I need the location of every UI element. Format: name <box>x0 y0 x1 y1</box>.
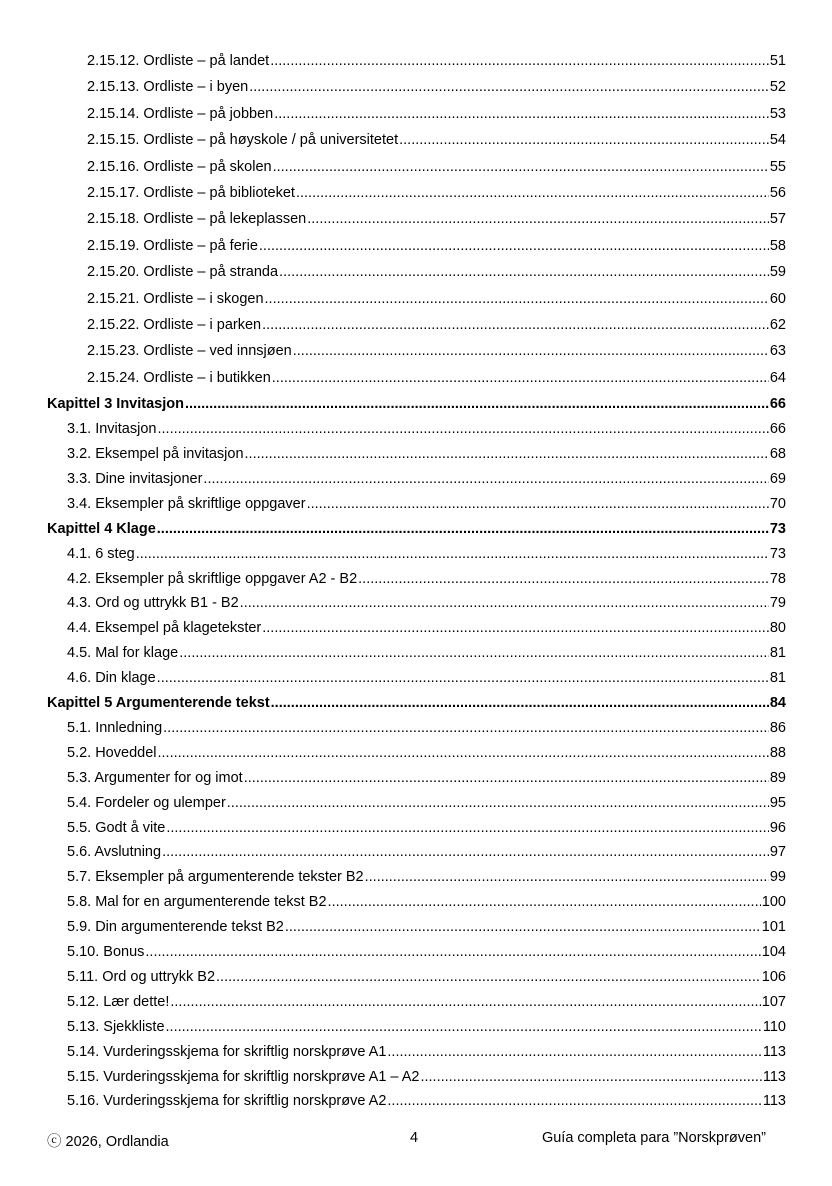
toc-entry-title: 2.15.20. Ordliste – på stranda <box>87 264 279 281</box>
toc-entry-title: 5.9. Din argumenterende tekst B2 <box>67 919 284 936</box>
toc-entry-title: 5.2. Hoveddel <box>67 744 157 761</box>
toc-dot-leader <box>245 445 769 463</box>
toc-entry[interactable] <box>87 363 786 387</box>
toc-dot-leader <box>203 470 768 488</box>
toc-page-number: 70 <box>769 495 786 512</box>
toc-entry[interactable] <box>67 862 786 886</box>
toc-entry[interactable] <box>67 464 786 488</box>
toc-entry[interactable] <box>87 336 786 360</box>
toc-entry-title: 5.10. Bonus <box>67 944 145 960</box>
toc-entry-title: 5.5. Godt å vite <box>67 819 166 836</box>
toc-page-number: 60 <box>769 290 786 307</box>
toc-dot-leader <box>157 744 768 762</box>
toc-entry-title: 3.3. Dine invitasjoner <box>67 470 203 487</box>
toc-entry-title: 3.4. Eksempler på skriftlige oppgaver <box>67 495 306 512</box>
toc-entry-title: 4.4. Eksempel på klagetekster <box>67 620 262 637</box>
toc-entry[interactable] <box>67 887 786 911</box>
toc-entry-title: 4.5. Mal for klage <box>67 645 179 662</box>
toc-page-number: 99 <box>769 869 786 886</box>
toc-page-number: 73 <box>769 520 786 537</box>
toc-entry[interactable] <box>67 613 786 637</box>
toc-page-number: 66 <box>769 396 786 413</box>
toc-page-number: 51 <box>769 53 786 69</box>
toc-entry[interactable] <box>67 713 786 737</box>
footer-copyright: ⓒ 2026, Ordlandia <box>47 1134 169 1150</box>
toc-entry-title: 2.15.12. Ordliste – på landet <box>87 53 270 69</box>
toc-dot-leader <box>157 520 769 538</box>
toc-entry[interactable] <box>67 539 786 563</box>
toc-page-number: 73 <box>769 545 786 562</box>
toc-dot-leader <box>166 819 769 837</box>
toc-entry-title: 2.15.22. Ordliste – i parken <box>87 317 262 333</box>
toc-page-number: 53 <box>769 105 786 122</box>
toc-page-number: 63 <box>769 343 786 360</box>
toc-page-number: 113 <box>762 1093 786 1110</box>
toc-entry[interactable] <box>87 204 786 228</box>
toc-entry-title: 5.8. Mal for en argumenterende tekst B2 <box>67 894 327 911</box>
toc-page-number: 57 <box>769 211 786 228</box>
toc-page-number: 106 <box>761 968 786 985</box>
toc-entry-title: 2.15.23. Ordliste – ved innsjøen <box>87 343 292 360</box>
toc-page-number: 81 <box>769 645 786 662</box>
toc-dot-leader <box>328 893 761 911</box>
toc-page-number: 69 <box>769 470 786 487</box>
toc-entry-title: 2.15.13. Ordliste – i byen <box>87 79 249 96</box>
toc-entry[interactable] <box>67 1086 786 1110</box>
toc-entry[interactable] <box>87 72 786 96</box>
toc-entry-title: Kapittel 4 Klage <box>47 520 156 537</box>
toc-dot-leader <box>296 184 769 202</box>
page-footer <box>0 1130 832 1150</box>
toc-page-number: 107 <box>761 993 786 1010</box>
toc-entry[interactable] <box>67 638 786 662</box>
toc-entry[interactable] <box>67 439 786 463</box>
toc-page-number: 80 <box>769 620 786 637</box>
toc-entry[interactable] <box>67 912 786 936</box>
toc-page-number: 89 <box>769 769 786 786</box>
toc-entry[interactable] <box>67 788 786 812</box>
toc-page-number: 101 <box>761 919 786 936</box>
toc-entry[interactable] <box>87 310 786 334</box>
toc-entry[interactable] <box>87 125 786 149</box>
toc-entry-title: 5.7. Eksempler på argumenterende tekster B2 <box>67 869 364 886</box>
footer-book-title: Guía completa para ”Norskprøven” <box>541 1130 766 1146</box>
toc-page-number: 81 <box>769 670 786 687</box>
toc-page-number: 88 <box>769 744 786 761</box>
toc-dot-leader <box>244 769 769 787</box>
toc-entry[interactable] <box>67 837 786 861</box>
toc-entry-title: 2.15.15. Ordliste – på høyskole / på universitetet <box>87 132 399 149</box>
toc-chapter-entry[interactable] <box>47 514 786 538</box>
toc-entry-title: 4.1. 6 steg <box>67 545 135 562</box>
toc-entry-title: 4.6. Din klage <box>67 670 156 687</box>
toc-dot-leader <box>157 669 769 687</box>
toc-entry[interactable] <box>67 414 786 438</box>
toc-dot-leader <box>249 78 769 96</box>
toc-page-number: 97 <box>769 844 786 861</box>
toc-page-number: 58 <box>769 237 786 254</box>
toc-page-number: 68 <box>769 446 786 462</box>
toc-entry[interactable] <box>67 1037 786 1061</box>
toc-dot-leader <box>145 943 760 961</box>
toc-dot-leader <box>270 52 769 70</box>
toc-entry[interactable] <box>87 284 786 308</box>
toc-dot-leader <box>185 395 769 413</box>
toc-entry-title: 2.15.16. Ordliste – på skolen <box>87 158 272 175</box>
toc-entry-title: 2.15.17. Ordliste – på biblioteket <box>87 185 295 201</box>
toc-page-number: 79 <box>769 595 786 612</box>
toc-dot-leader <box>163 719 769 737</box>
toc-entry[interactable] <box>87 257 786 281</box>
toc-entry-title: 4.3. Ord og uttrykk B1 - B2 <box>67 595 239 612</box>
toc-dot-leader <box>265 290 769 308</box>
toc-dot-leader <box>262 619 769 637</box>
toc-entry-title: 5.15. Vurderingsskjema for skriftlig norskprøve A1 – A2 <box>67 1068 420 1085</box>
toc-dot-leader <box>170 993 760 1011</box>
toc-page-number: 78 <box>769 570 786 587</box>
toc-entry[interactable] <box>67 813 786 837</box>
toc-dot-leader <box>279 263 769 281</box>
toc-page-number: 96 <box>769 819 786 836</box>
toc-page-number: 55 <box>769 158 786 175</box>
toc-entry-title: 2.15.21. Ordliste – i skogen <box>87 290 264 307</box>
footer-page-number: 4 <box>410 1130 419 1146</box>
toc-entry[interactable] <box>67 763 786 787</box>
toc-entry[interactable] <box>87 231 786 255</box>
toc-dot-leader <box>162 843 769 861</box>
toc-page-number: 59 <box>769 264 786 281</box>
toc-page-number: 100 <box>761 894 786 911</box>
toc-dot-leader <box>365 868 769 886</box>
toc-entry-title: 3.2. Eksempel på invitasjon <box>67 446 244 462</box>
toc-entry-title: 5.6. Avslutning <box>67 844 162 861</box>
toc-entry-title: 5.13. Sjekkliste <box>67 1018 165 1035</box>
toc-page-number: 86 <box>769 719 786 736</box>
toc-dot-leader <box>259 237 769 255</box>
toc-entry[interactable] <box>67 564 786 588</box>
toc-entry-title: 5.11. Ord og uttrykk B2 <box>67 968 216 985</box>
toc-entry-title: Kapittel 3 Invitasjon <box>47 396 184 413</box>
toc-page-number: 62 <box>769 317 786 333</box>
toc-entry-title: 3.1. Invitasjon <box>67 421 157 438</box>
toc-page-number: 64 <box>769 369 786 386</box>
toc-entry[interactable] <box>87 178 786 202</box>
toc-entry-title: Kapittel 5 Argumenterende tekst <box>47 695 270 711</box>
toc-dot-leader <box>271 694 769 712</box>
toc-entry[interactable] <box>87 99 786 123</box>
toc-entry-title: 5.4. Fordeler og ulemper <box>67 794 226 811</box>
toc-dot-leader <box>293 342 769 360</box>
toc-dot-leader <box>420 1068 761 1086</box>
toc-dot-leader <box>272 369 769 387</box>
toc-dot-leader <box>307 495 769 513</box>
toc-page-number: 104 <box>761 944 786 960</box>
toc-page-number: 84 <box>769 695 786 711</box>
toc-entry[interactable] <box>87 152 786 176</box>
toc-dot-leader <box>387 1043 761 1061</box>
toc-dot-leader <box>285 918 761 936</box>
toc-dot-leader <box>179 644 769 662</box>
toc-dot-leader <box>216 968 761 986</box>
toc-page-number: 95 <box>769 794 786 811</box>
toc-page-number: 113 <box>762 1068 786 1085</box>
toc-entry-title: 2.15.14. Ordliste – på jobben <box>87 105 274 122</box>
toc-dot-leader <box>157 420 768 438</box>
toc-page-number: 66 <box>769 421 786 438</box>
toc-dot-leader <box>274 105 769 123</box>
toc-dot-leader <box>136 545 769 563</box>
toc-entry[interactable] <box>87 46 786 70</box>
toc-entry[interactable] <box>67 937 786 961</box>
toc-page-number: 56 <box>769 185 786 201</box>
toc-entry-title: 5.16. Vurderingsskjema for skriftlig norskprøve A2 <box>67 1093 387 1110</box>
toc-dot-leader <box>166 1018 762 1036</box>
toc-entry-title: 4.2. Eksempler på skriftlige oppgaver A2 - B2 <box>67 570 358 587</box>
toc-dot-leader <box>240 594 769 612</box>
toc-entry-title: 2.15.24. Ordliste – i butikken <box>87 369 271 386</box>
toc-entry-title: 5.14. Vurderingsskjema for skriftlig norskprøve A1 <box>67 1043 387 1060</box>
toc-chapter-entry[interactable] <box>47 688 786 712</box>
toc-entry-title: 5.1. Innledning <box>67 719 163 736</box>
toc-dot-leader <box>387 1092 761 1110</box>
toc-entry-title: 2.15.18. Ordliste – på lekeplassen <box>87 211 307 228</box>
toc-entry[interactable] <box>67 1012 786 1036</box>
toc-entry-title: 5.12. Lær dette! <box>67 993 170 1010</box>
toc-entry[interactable] <box>67 987 786 1011</box>
toc-chapter-entry[interactable] <box>47 389 786 413</box>
toc-entry-title: 5.3. Argumenter for og imot <box>67 769 243 786</box>
toc-dot-leader <box>273 158 769 176</box>
toc-entry[interactable] <box>67 588 786 612</box>
toc-page-number: 52 <box>769 79 786 96</box>
toc-dot-leader <box>307 210 769 228</box>
toc-entry[interactable] <box>67 663 786 687</box>
toc-dot-leader <box>262 316 769 334</box>
toc-entry[interactable] <box>67 1062 786 1086</box>
toc-dot-leader <box>227 794 769 812</box>
toc-entry[interactable] <box>67 962 786 986</box>
toc-page-number: 54 <box>769 132 786 149</box>
toc-page-number: 113 <box>762 1043 786 1060</box>
toc-entry-title: 2.15.19. Ordliste – på ferie <box>87 237 258 254</box>
toc-dot-leader <box>358 570 769 588</box>
toc-page-number: 110 <box>762 1018 786 1035</box>
toc-entry[interactable] <box>67 489 786 513</box>
toc-entry[interactable] <box>67 738 786 762</box>
toc-dot-leader <box>399 131 769 149</box>
